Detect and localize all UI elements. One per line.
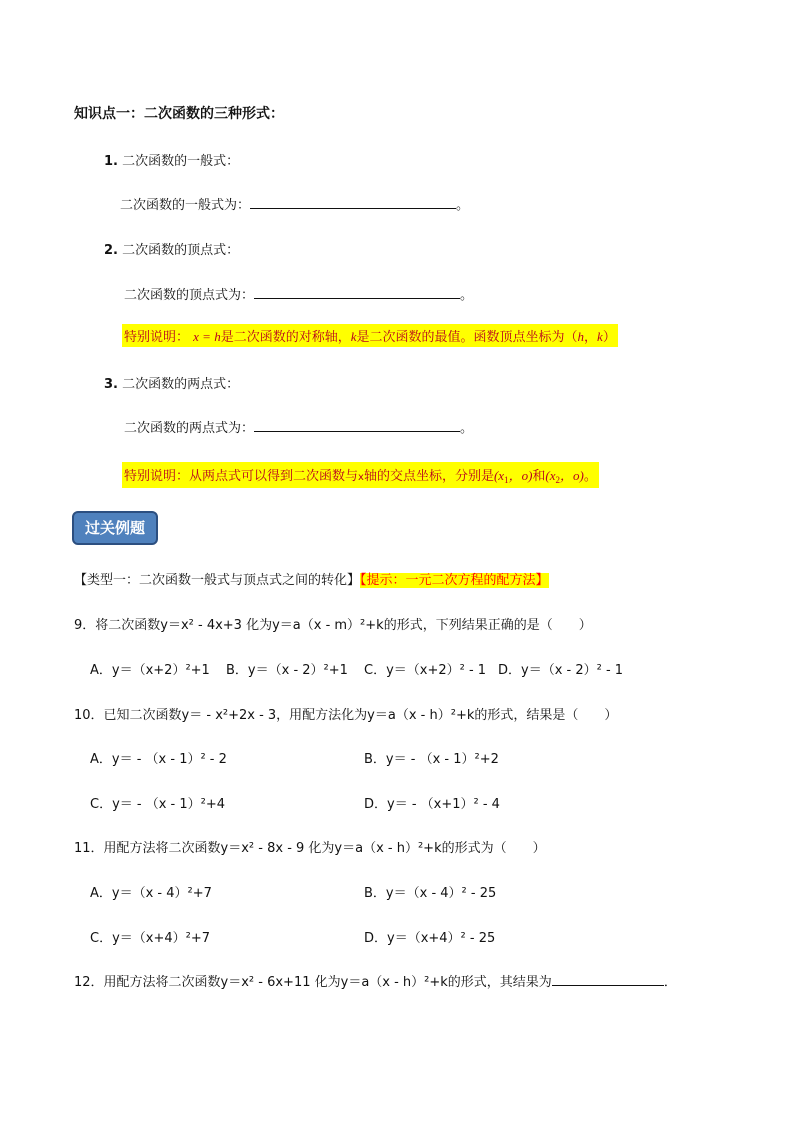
question-11-stem: 11．用配方法将二次函数y＝x² - 8x - 9 化为y＝a（x - h）²+k的形式为（ ） xyxy=(74,841,546,856)
item-1-line: 二次函数的一般式为： 。 xyxy=(120,194,469,213)
special-note-2: 特别说明：从两点式可以得到二次函数与x轴的交点坐标，分别是($x_1$，o)和($x_2$，o)。 xyxy=(122,462,599,488)
item-3-line: 二次函数的两点式为： 。 xyxy=(124,417,473,436)
hint-highlight: 【提示：一元二次方程的配方法】 xyxy=(360,573,549,588)
q10-option-a[interactable]: A．y＝ - （x - 1）² - 2 xyxy=(90,752,227,767)
question-9-stem: 9．将二次函数y＝x² - 4x+3 化为y＝a（x - m）²+k的形式，下列结果正确的是（ ） xyxy=(74,618,592,633)
q10-option-b[interactable]: B．y＝ - （x - 1）²+2 xyxy=(364,752,499,767)
q10-option-d[interactable]: D．y＝ - （x+1）² - 4 xyxy=(364,797,500,812)
answer-blank[interactable] xyxy=(254,418,460,432)
answer-blank[interactable] xyxy=(250,195,456,209)
q11-option-b[interactable]: B．y＝（x - 4）² - 25 xyxy=(364,886,497,901)
example-section-badge: 过关例题 xyxy=(72,511,158,545)
special-note-1: 特别说明： x = h是二次函数的对称轴，k是二次函数的最值。函数顶点坐标为（h，k） xyxy=(122,324,618,347)
q9-option-a[interactable]: A．y＝（x+2）²+1 xyxy=(90,663,210,678)
q9-option-b[interactable]: B．y＝（x - 2）²+1 xyxy=(226,663,348,678)
section-title: 知识点一：二次函数的三种形式： xyxy=(74,106,284,122)
q11-option-a[interactable]: A．y＝（x - 4）²+7 xyxy=(90,886,212,901)
q11-option-c[interactable]: C．y＝（x+4）²+7 xyxy=(90,931,211,946)
type-label: 【类型一：二次函数一般式与顶点式之间的转化】【提示：一元二次方程的配方法】 xyxy=(74,573,549,588)
question-12-stem: 12．用配方法将二次函数y＝x² - 6x+11 化为y＝a（x - h）²+k的形式，其结果为 ． xyxy=(74,971,677,990)
q10-option-c[interactable]: C．y＝ - （x - 1）²+4 xyxy=(90,797,226,812)
q9-option-d[interactable]: D．y＝（x - 2）² - 1 xyxy=(498,663,624,678)
item-2-line: 二次函数的顶点式为： 。 xyxy=(124,284,473,303)
question-10-stem: 10．已知二次函数y＝ - x²+2x - 3，用配方法化为y＝a（x - h）²+k的形式，结果是（ ） xyxy=(74,708,618,723)
item-2-heading: 2. 二次函数的顶点式： xyxy=(104,243,240,258)
q9-option-c[interactable]: C．y＝（x+2）² - 1 xyxy=(364,663,487,678)
q11-option-d[interactable]: D．y＝（x+4）² - 25 xyxy=(364,931,496,946)
item-1-heading: 1. 二次函数的一般式： xyxy=(104,154,240,169)
answer-blank[interactable] xyxy=(254,285,460,299)
answer-blank[interactable] xyxy=(552,972,664,986)
item-3-heading: 3. 二次函数的两点式： xyxy=(104,377,240,392)
